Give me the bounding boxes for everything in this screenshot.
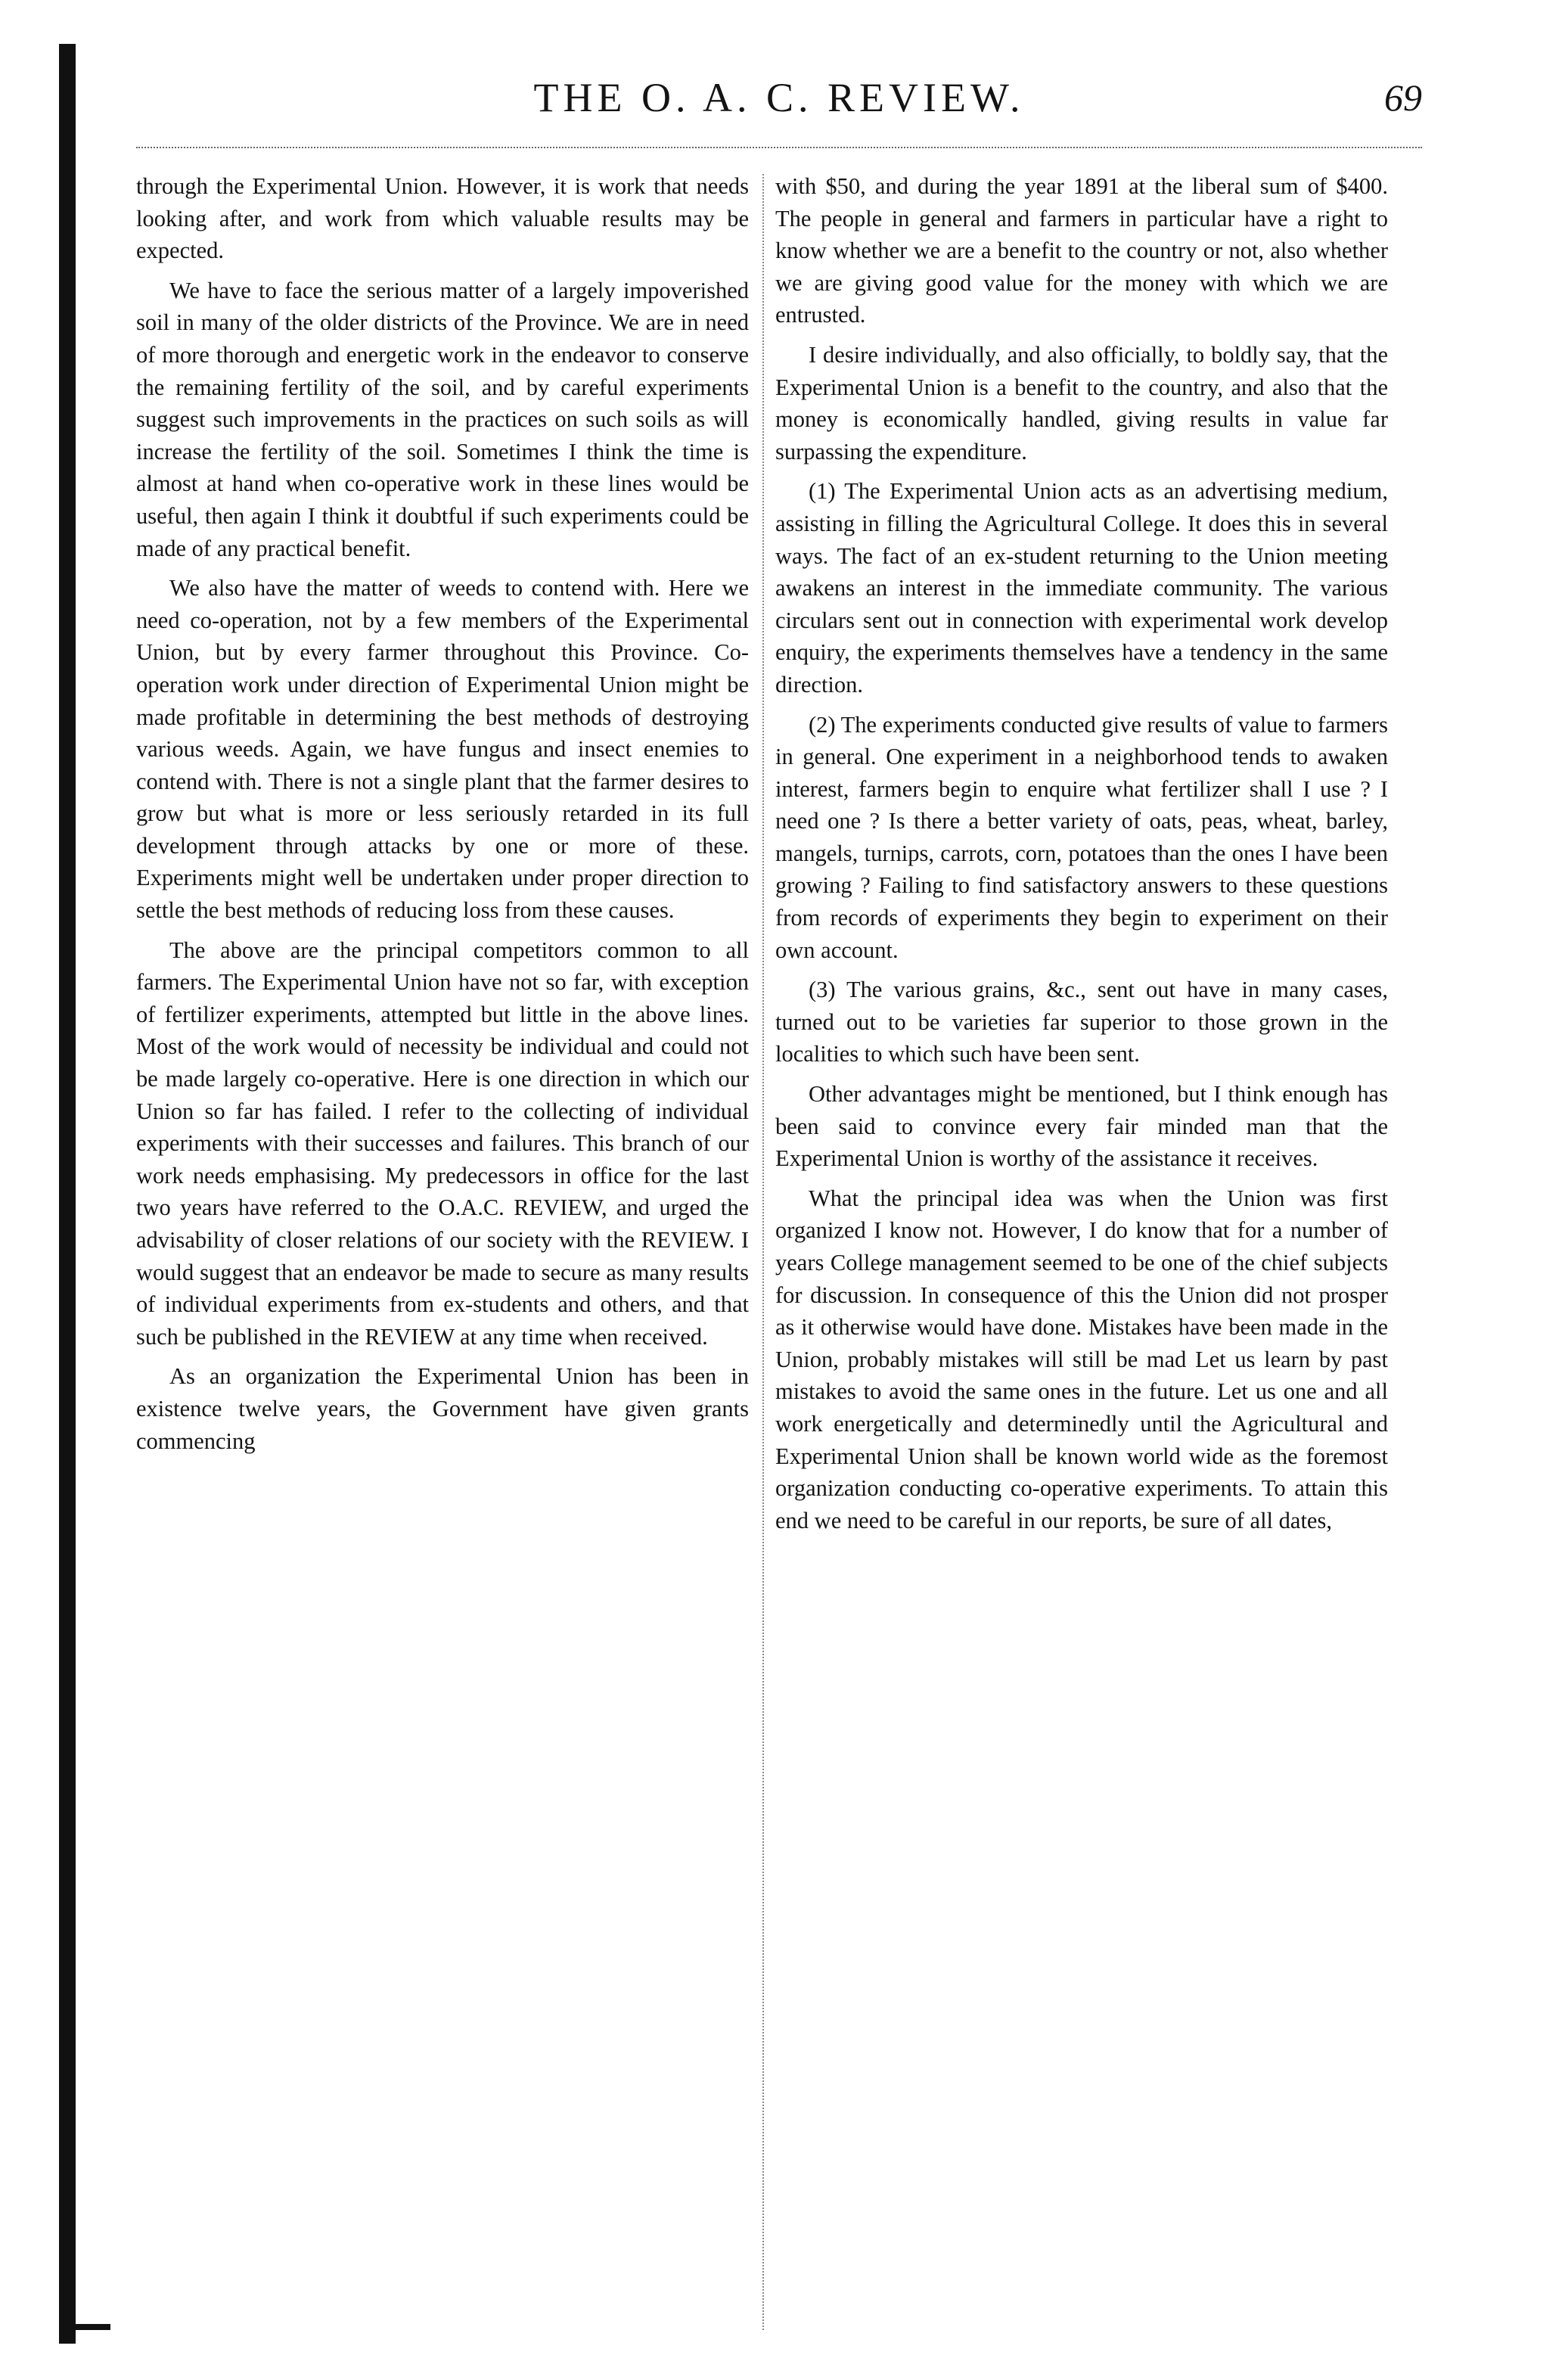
paragraph: We have to face the serious matter of a largely impoverished soil in many of the older districts of the Province. We are in need of more thorough and energetic work in the endeavor to conserve the remaining fertility of the soil, and by careful experiments suggest such improvements in the practices on such soils as will increase the fertility of the soil. Sometimes I think the time is almost at hand when co-operative work in these lines would be useful, then again I think it doubtful if such experiments could be made of any practical benefit.: [136, 277, 749, 561]
paragraph: What the principal idea was when the Union was first organized I know not. However, I do know that for a number of years College management seemed to be one of the chief subjects for discussion. In consequence of this the Union did not prosper as it otherwise would have done. Mistakes have been made in the Union, probably mistakes will still be mad Let us learn by past mistakes to avoid the same ones in the future. Let us one and all work energetically and determinedly until the Agricultural and Experimental Union shall be known world wide as the foremost organization conducting co-operative experiments. To attain this end we need to be careful in our reports, be sure of all dates,: [775, 1185, 1388, 1533]
column-divider: [762, 174, 764, 2330]
paragraph: (2) The experiments conducted give results of value to farmers in general. One experiment in a neighborhood tends to awaken interest, farmers begin to enquire what fertilizer shall I use ? I need one ? Is there a better variety of oats, peas, wheat, barley, mangels, turnips, carrots, corn, potatoes than the ones I have been growing ? Failing to find satisfactory answers to these questions from records of experiments they begin to experiment on their own account.: [775, 711, 1388, 963]
paragraph: The above are the principal competitors common to all farmers. The Experimental Union have not so far, with exception of fertilizer experiments, attempted but little in the above lines. Most of the work would of necessity be individual and could not be made largely co-operative. Here is one direction in which our Union so far has failed. I refer to the collecting of individual experiments with their successes and failures. This branch of our work needs emphasising. My predecessors in office for the last two years have referred to the O.A.C. REVIEW, and urged the advisability of closer relations of our society with the REVIEW. I would suggest that an endeavor be made to secure as many results of individual experiments from ex-students and others, and that such be published in the REVIEW at any time when received.: [136, 937, 749, 1350]
paragraph: (3) The various grains, &c., sent out have in many cases, turned out to be varieties far superior to those grown in the localities to which such have been sent.: [775, 977, 1388, 1067]
paragraph: I desire individually, and also officially, to boldly say, that the Experimental Union is a benefit to the country, and also that the money is economically handled, giving results in value far surpassing the expenditure.: [775, 341, 1388, 464]
right-column: [775, 170, 1388, 1544]
paragraph: We also have the matter of weeds to contend with. Here we need co-operation, not by a few members of the Experimental Union, but by every farmer throughout this Province. Co-operation work under direction of Experimental Union might be made profitable in determining the best methods of destroying various weeds. Again, we have fungus and insect enemies to contend with. There is not a single plant that the farmer desires to grow but what is more or less seriously retarded in its full development through attacks by one or more of these. Experiments might well be undertaken under proper direction to settle the best methods of reducing loss from these causes.: [136, 575, 749, 924]
paragraph: (1) The Experimental Union acts as an advertising medium, assisting in filling the Agricultural College. It does this in several ways. The fact of an ex-student returning to the Union meeting awakens an interest in the immediate community. The various circulars sent out in connection with experimental work develop enquiry, the experiments themselves have a tendency in the same direction.: [775, 478, 1388, 697]
header-rule: [136, 147, 1422, 148]
page-number: 69: [1384, 76, 1422, 119]
scan-edge-mark: [68, 2324, 110, 2330]
page-header: [136, 74, 1422, 142]
paragraph: Other advantages might be mentioned, but I think enough has been said to convince every fair minded man that the Experimental Union is worthy of the assistance it receives.: [775, 1081, 1388, 1172]
running-title: THE O. A. C. REVIEW.: [533, 75, 1025, 120]
left-column: [136, 170, 749, 1465]
paragraph: with $50, and during the year 1891 at the liberal sum of $400. The people in general and farmers in particular have a right to know whether we are a benefit to the country or not, also whether we are giving good value for the money with which we are entrusted.: [775, 173, 1388, 328]
paragraph: through the Experimental Union. However, it is work that needs looking after, and work from which valuable results may be expected.: [136, 173, 749, 264]
scan-edge-bar: [59, 44, 76, 2344]
paragraph: As an organization the Experimental Union has been in existence twelve years, the Government have given grants commencing: [136, 1363, 749, 1454]
